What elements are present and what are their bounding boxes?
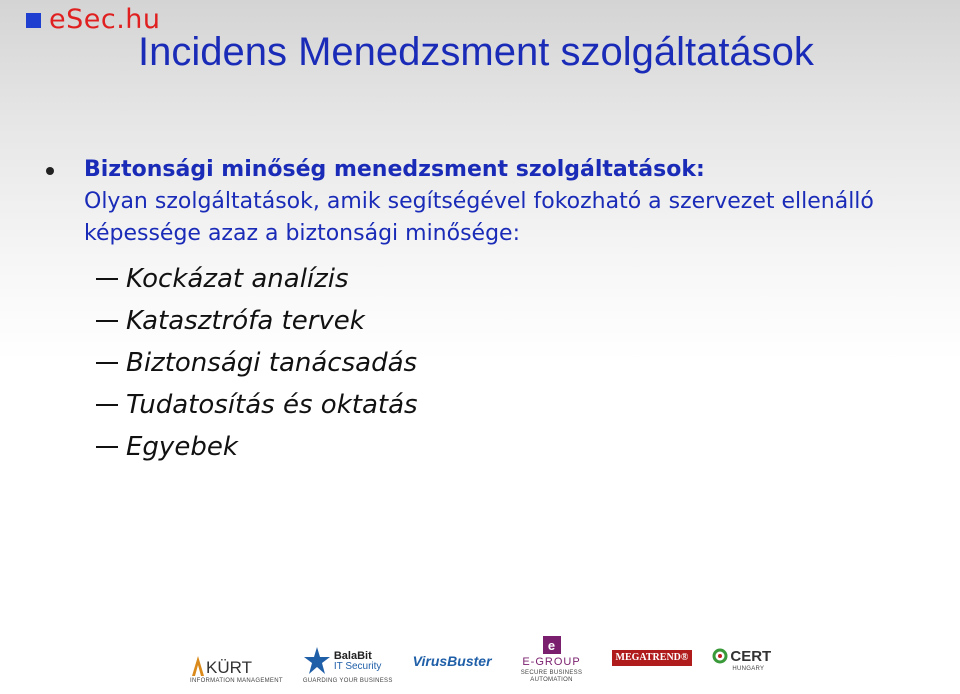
balabit-tagline: GUARDING YOUR BUSINESS xyxy=(302,678,393,684)
virusbuster-name: VirusBuster xyxy=(412,653,492,669)
sub-item xyxy=(96,300,926,342)
sub-item xyxy=(96,342,926,384)
bullet-item xyxy=(46,154,926,250)
sub-item-text: Kockázat analízis xyxy=(126,264,349,294)
sub-item-text: Tudatosítás és oktatás xyxy=(126,390,418,420)
logo-text: eSec.hu xyxy=(49,4,161,35)
megatrend-logo xyxy=(612,650,693,666)
sub-item-text: Katasztrófa tervek xyxy=(126,306,365,336)
kurt-emblem-icon xyxy=(190,654,206,676)
megatrend-name: MEGATREND® xyxy=(612,650,693,666)
cert-name: CERT xyxy=(730,647,772,665)
dash-icon xyxy=(96,320,118,322)
kurt-name: KÜRT xyxy=(206,658,252,677)
egroup-emblem-icon: e xyxy=(543,636,561,654)
bullet-dot-icon xyxy=(46,167,54,175)
kurt-tagline: INFORMATION MANAGEMENT xyxy=(190,678,283,684)
slide-title: Incidens Menedzsment szolgáltatások xyxy=(138,30,814,74)
egroup-logo xyxy=(512,636,592,684)
cert-swirl-icon xyxy=(712,648,728,664)
cert-logo xyxy=(712,648,771,672)
balabit-subname: IT Security xyxy=(333,660,382,672)
virusbuster-logo xyxy=(413,654,492,668)
logo-square-icon xyxy=(26,13,41,28)
sub-item-text: Egyebek xyxy=(126,432,238,462)
balabit-name: BalaBit xyxy=(333,649,372,662)
sub-item-text: Biztonsági tanácsadás xyxy=(126,348,418,378)
sub-item xyxy=(96,426,926,468)
esec-logo xyxy=(26,6,161,33)
egroup-tagline: SECURE BUSINESS AUTOMATION xyxy=(520,670,583,683)
dash-icon xyxy=(96,278,118,280)
egroup-name: E-GROUP xyxy=(522,656,581,668)
balabit-star-icon xyxy=(303,646,331,676)
dash-icon xyxy=(96,362,118,364)
cert-tagline: HUNGARY xyxy=(732,666,765,672)
bullet-text xyxy=(84,154,926,250)
balabit-logo xyxy=(303,646,393,684)
bullet-heading: Biztonsági minőség menedzsment szolgáltatások: xyxy=(84,157,705,182)
kurt-logo xyxy=(190,654,283,684)
dash-icon xyxy=(96,446,118,448)
sub-item-list xyxy=(96,258,926,468)
dash-icon xyxy=(96,404,118,406)
slide-content xyxy=(46,154,926,468)
bullet-description: Olyan szolgáltatások, amik segítségével fokozható a szervezet ellenálló képessége azaz a biztonsági minősége: xyxy=(84,189,874,246)
sub-item xyxy=(96,258,926,300)
sub-item xyxy=(96,384,926,426)
partner-logos xyxy=(190,636,771,684)
